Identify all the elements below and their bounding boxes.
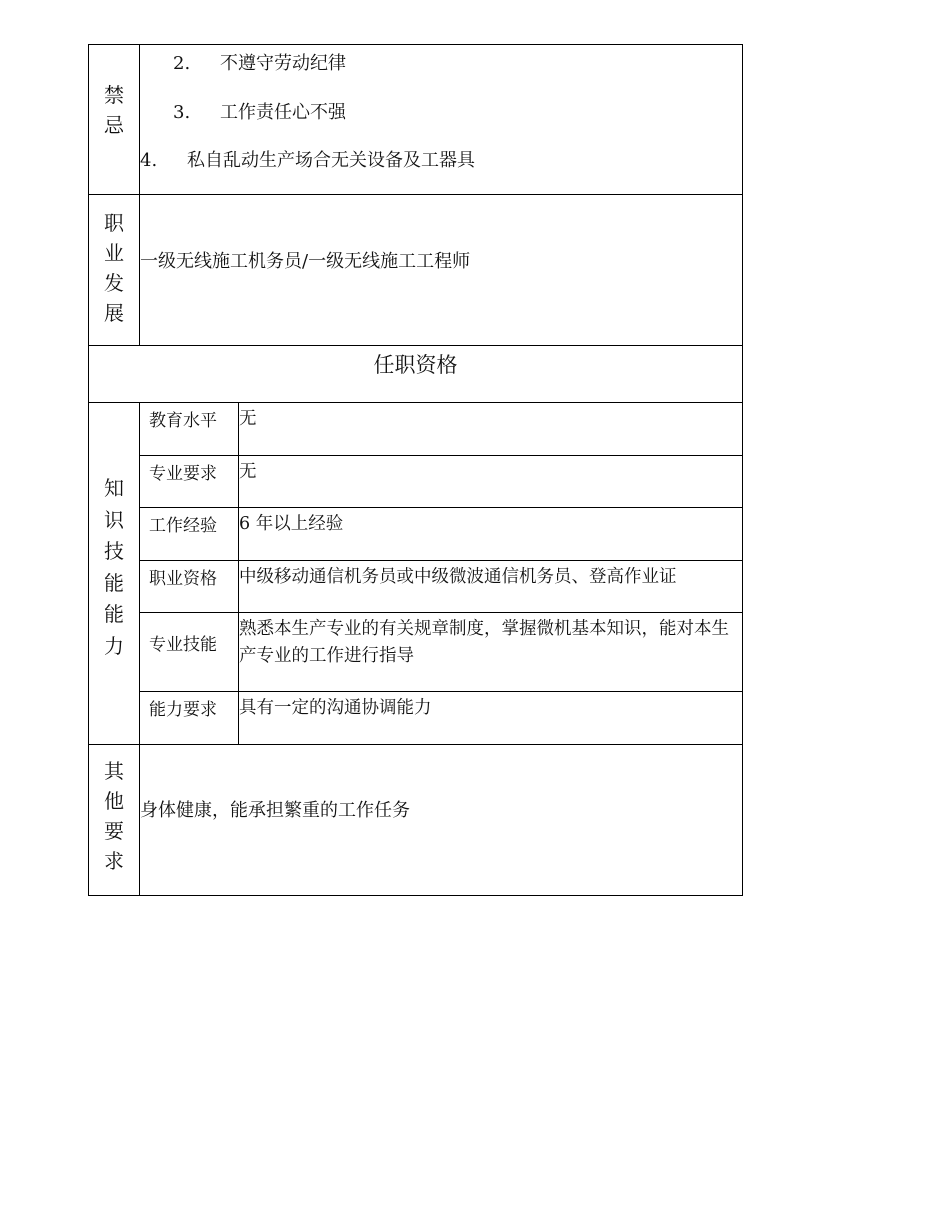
qualification-item-value: 具有一定的沟通协调能力 (239, 698, 432, 718)
qualification-title-row (88, 346, 743, 403)
forbidden-content (140, 45, 742, 194)
qualification-item-label: 职业资格 (140, 561, 239, 612)
qualification-item-value: 6 年以上经验 (239, 514, 344, 534)
qualification-item (140, 403, 742, 456)
forbidden-item: 3. 工作责任心不强 (173, 102, 346, 123)
forbidden-item: 2. 不遵守劳动纪律 (173, 53, 346, 74)
qualification-item (140, 508, 742, 561)
qualification-item-label: 能力要求 (140, 692, 239, 744)
other-row (88, 745, 743, 896)
qualification-item-value: 无 (239, 462, 257, 482)
other-label: 其 他 要 求 (89, 745, 140, 895)
qualification-item-label: 专业技能 (140, 593, 239, 691)
qualification-item-value: 无 (239, 409, 257, 429)
qualification-row (88, 403, 743, 745)
qualification-item-label: 工作经验 (140, 508, 239, 560)
forbidden-row (88, 44, 743, 195)
other-text: 身体健康，能承担繁重的工作任务 (140, 800, 410, 821)
other-content (140, 745, 742, 895)
qualification-item (140, 692, 742, 744)
career-row (88, 195, 743, 346)
qualification-item-label: 专业要求 (140, 456, 239, 507)
forbidden-label: 禁 忌 (89, 45, 140, 194)
career-content (140, 195, 742, 345)
qualification-item-label: 教育水平 (140, 403, 239, 455)
job-description-table (88, 44, 743, 896)
career-text: 一级无线施工机务员/一级无线施工工程师 (140, 251, 471, 272)
qualification-grid (140, 403, 742, 744)
qualification-item (140, 613, 742, 692)
qualification-label: 知 识 技 能 能 力 (89, 403, 140, 744)
qualification-item-value: 熟悉本生产专业的有关规章制度，掌握微机基本知识，能对本生产专业的工作进行指导 (239, 619, 729, 666)
section-title: 任职资格 (373, 353, 458, 377)
career-label: 职 业 发 展 (89, 195, 140, 345)
qualification-item-value: 中级移动通信机务员或中级微波通信机务员、登高作业证 (239, 567, 677, 587)
forbidden-item: 4. 私自乱动生产场合无关设备及工器具 (140, 150, 475, 171)
qualification-item (140, 456, 742, 508)
